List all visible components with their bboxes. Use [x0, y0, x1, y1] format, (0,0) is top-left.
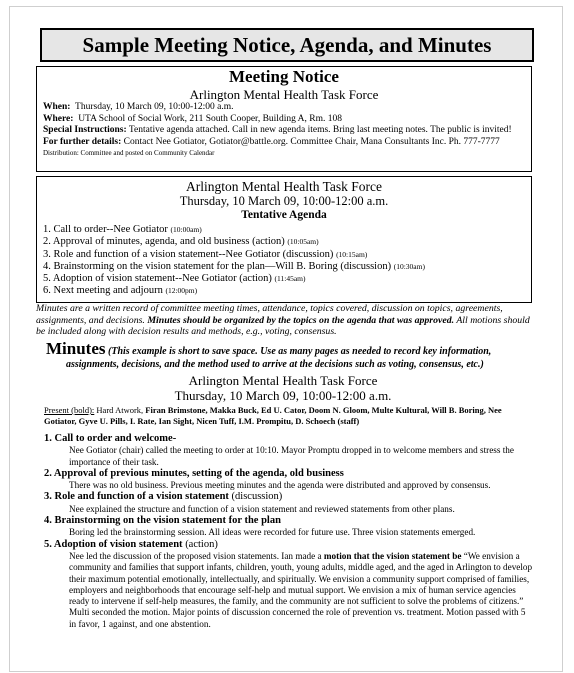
where-value: UTA School of Social Work, 211 South Cooper, Building A, Rm. 108 [78, 113, 343, 124]
agenda-list [37, 224, 531, 298]
notice-special [37, 125, 531, 137]
present-list [44, 405, 534, 427]
special-value: Tentative agenda attached. Call in new agenda items. Bring last meeting notes. The public is invited! [128, 125, 512, 135]
section-title-text: 2. Approval of previous minutes, setting of the agenda, old business [44, 467, 344, 479]
special-label: Special Instructions: [43, 125, 127, 135]
section-title-suffix: (discussion) [228, 491, 283, 503]
present-label: Present (bold): [44, 405, 95, 415]
minutes-intro-cont: assignments, decisions, and the method used to arrive at the decisions such as voting, consensus, etc.) [66, 359, 484, 370]
section-body-text: “We envision a community and families that support infants, children, youth, young adults, middle aged, and the aged in Arlington to develop their maximum potential emotionally, intellectually, and spiritually. We envision a community support comprised of families, employers and neighborhoods that encourage self-help and mutual support. We envision a mix of human service agencies ready to intervene if self-help measures, the family, and the community are not sufficient to solve the problems of citizens.” Multi seconded the motion. Major points of discussion concerned the role of prevention vs. treatment. Motion passed with 5 in favor, 1 against, and one abstention. [69, 550, 533, 629]
agenda-item-time: (12:00pm) [165, 286, 198, 296]
minutes-intro: (This example is short to save space. Use as many pages as needed to record key information, [108, 346, 492, 357]
present-first: Hard Atwork, [94, 405, 146, 415]
agenda-item-time: (11:45am) [274, 274, 306, 284]
agenda-title: Tentative Agenda [241, 209, 327, 221]
minutes-section-body [44, 480, 534, 491]
minutes-section-title [44, 515, 534, 527]
minutes-section-body [44, 527, 534, 538]
agenda-item [43, 224, 531, 236]
minutes-section-body [44, 551, 534, 630]
page-title: Sample Meeting Notice, Agenda, and Minutes [82, 33, 492, 57]
notice-heading: Meeting Notice [229, 67, 339, 86]
agenda-item [43, 285, 531, 297]
minutes-section-title [44, 491, 534, 503]
agenda-item-text: 3. Role and function of a vision statement--Nee Gotiator (discussion) [43, 248, 337, 260]
minutes-date: Thursday, 10 March 09, 10:00-12:00 a.m. [174, 388, 392, 403]
minutes-heading: Minutes [46, 339, 106, 358]
agenda-item [43, 236, 531, 248]
note-text-end: All motions should be included along with decision results and methods, e.g., voting, consensus. [36, 314, 530, 338]
agenda-item [43, 261, 531, 273]
agenda-item-text: 2. Approval of minutes, agenda, and old business (action) [43, 236, 288, 248]
section-body-pre: Nee led the discussion of the proposed vision statements. Ian made a [69, 550, 324, 561]
details-value: Contact Nee Gotiator, Gotiator@battle.org. Committee Chair, Mana Consultants Inc. Ph. 777-7777 [123, 136, 500, 147]
minutes-sections [44, 433, 534, 630]
minutes-section-title [44, 539, 534, 551]
notice-where [37, 114, 531, 126]
agenda-item-text: 4. Brainstorming on the vision statement for the plan—Will B. Boring (discussion) [43, 260, 394, 272]
when-label: When: [43, 102, 71, 112]
section-title-suffix: (action) [182, 538, 218, 550]
minutes-header [46, 339, 536, 371]
agenda-item-time: (10:30am) [393, 261, 425, 271]
minutes-section-title [44, 433, 534, 445]
note-text: Minutes are a written record of committee meeting times, attendance, topics covered, discussion on topics, agreements, assignments, and decisions. [36, 303, 503, 326]
agenda-box [36, 176, 532, 303]
agenda-item-time: (10:15am) [336, 249, 368, 259]
present-names: Firan Brimstone, Makka Buck, Ed U. Cator, Doom N. Gloom, Multe Kultural, Will B. Boring, Nee Gotiator, Gyve U. Pills, I. Rate, Ian Sight, Nicen Tuff, I.M. Prompitu, D. Schoech (staff) [44, 405, 502, 426]
notice-distribution: Distribution: Committee and posted on Community Calendar [43, 149, 215, 157]
minutes-org: Arlington Mental Health Task Force [188, 373, 378, 388]
minutes-section-body [44, 445, 534, 468]
meeting-notice-box [36, 66, 532, 172]
section-title-text: 3. Role and function of a vision statement [44, 491, 229, 503]
section-title-text: 4. Brainstorming on the vision statement for the plan [44, 515, 281, 527]
agenda-item-text: 5. Adoption of vision statement--Nee Gotiator (action) [43, 273, 275, 285]
where-label: Where: [43, 113, 74, 124]
agenda-item-time: (10:00am) [170, 225, 202, 234]
minutes-section-body [44, 504, 534, 515]
agenda-org: Arlington Mental Health Task Force [185, 179, 382, 194]
section-body-text: Boring led the brainstorming session. All ideas were recorded for future use. Three vision statements emerged. [69, 527, 476, 538]
section-body-bold: motion that the vision statement be [323, 550, 462, 561]
note-emphasis: Minutes should be organized by the topics on the agenda that was approved. [147, 314, 455, 326]
agenda-item-text: 1. Call to order--Nee Gotiator [43, 224, 171, 235]
agenda-item [43, 249, 531, 261]
agenda-item-text: 6. Next meeting and adjourn [43, 285, 166, 297]
section-body-text: Nee Gotiator (chair) called the meeting to order at 10:10. Mayor Promptu dropped in to welcome members and stress the importance of their task. [69, 445, 514, 467]
details-label: For further details: [43, 136, 122, 147]
when-value: Thursday, 10 March 09, 10:00-12:00 a.m. [75, 102, 234, 112]
minutes-section-title [44, 468, 534, 480]
title-banner [40, 28, 534, 62]
section-title-text: 1. Call to order and welcome- [44, 433, 177, 444]
minutes-note [36, 303, 536, 338]
section-body-text: Nee explained the structure and function of a vision statement and reviewed statements from other plans. [69, 503, 455, 514]
notice-details [37, 137, 531, 149]
notice-when [37, 102, 531, 114]
agenda-item [43, 273, 531, 285]
notice-org: Arlington Mental Health Task Force [189, 87, 379, 102]
section-title-text: 5. Adoption of vision statement [44, 538, 183, 550]
section-body-text: There was no old business. Previous meeting minutes and the agenda were distributed and approved by consensus. [69, 480, 491, 491]
agenda-date: Thursday, 10 March 09, 10:00-12:00 a.m. [179, 194, 389, 208]
agenda-item-time: (10:05am) [287, 237, 319, 247]
